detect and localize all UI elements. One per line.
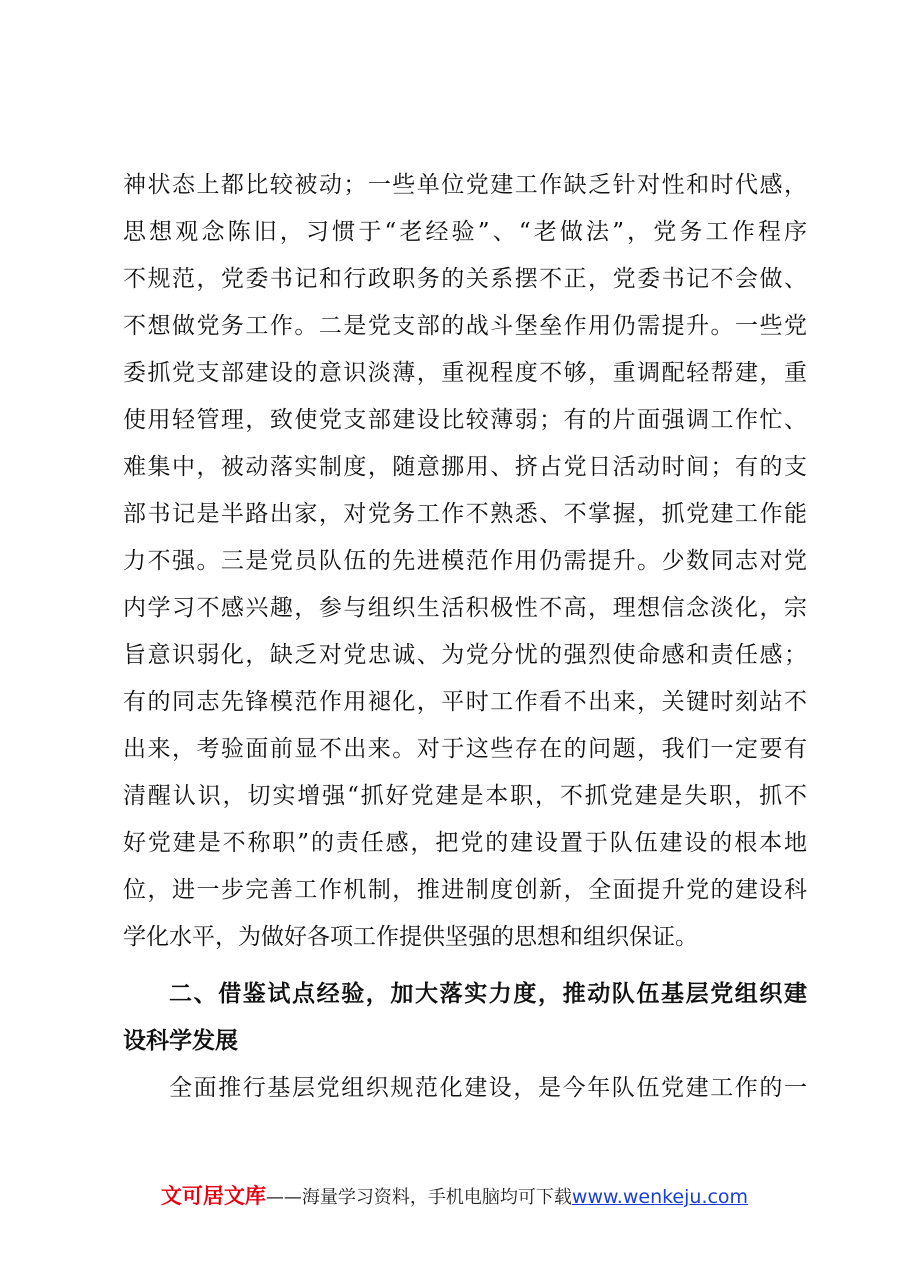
body-paragraph xyxy=(123,162,807,961)
text-line: 难集中，被动落实制度，随意挪用、挤占党日活动时间；有的支 xyxy=(123,454,807,480)
text-line: 思想观念陈旧，习惯于“老经验”、“老做法”，党务工作程序 xyxy=(123,219,807,245)
text-line: 不规范，党委书记和行政职务的关系摆不正，党委书记不会做、 xyxy=(123,266,807,292)
text-line: 委抓党支部建设的意识淡薄，重视程度不够，重调配轻帮建，重 xyxy=(123,360,807,386)
text-line: 学化水平，为做好各项工作提供坚强的思想和组织保证。 xyxy=(123,924,698,950)
text-line: 好党建是不称职”的责任感，把党的建设置于队伍建设的根本地 xyxy=(123,830,807,856)
footer-brand: 文可居文库 xyxy=(160,1184,266,1208)
text-line: 部书记是半路出家，对党务工作不熟悉、不掌握，抓党建工作能 xyxy=(123,501,807,527)
text-line: 位，进一步完善工作机制，推进制度创新，全面提升党的建设科 xyxy=(123,877,807,903)
text-line: 出来，考验面前显不出来。对于这些存在的问题，我们一定要有 xyxy=(123,736,807,762)
text-line: 旨意识弱化，缺乏对党忠诚、为党分忧的强烈使命感和责任感； xyxy=(123,642,807,668)
text-line: 全面推行基层党组织规范化建设，是今年队伍党建工作的一 xyxy=(169,1075,807,1101)
text-line: 使用轻管理，致使党支部建设比较薄弱；有的片面强调工作忙、 xyxy=(123,407,807,433)
text-line: 清醒认识，切实增强“抓好党建是本职，不抓党建是失职，抓不 xyxy=(123,783,807,809)
text-line: 不想做党务工作。二是党支部的战斗堡垒作用仍需提升。一些党 xyxy=(123,313,807,339)
footer-tagline: ——海量学习资料，手机电脑均可下载 xyxy=(265,1187,572,1208)
section-paragraph xyxy=(123,1065,807,1112)
footer-url-link[interactable]: www.wenkeju.com xyxy=(571,1186,749,1208)
text-line: 神状态上都比较被动；一些单位党建工作缺乏针对性和时代感， xyxy=(123,172,807,198)
text-line: 内学习不感兴趣，参与组织生活积极性不高，理想信念淡化，宗 xyxy=(123,595,807,621)
text-line: 有的同志先锋模范作用褪化，平时工作看不出来，关键时刻站不 xyxy=(123,689,807,715)
section-heading xyxy=(123,971,807,1065)
footer-banner xyxy=(0,1180,909,1210)
text-line: 二、借鉴试点经验，加大落实力度，推动队伍基层党组织建 xyxy=(169,981,807,1007)
text-line: 设科学发展 xyxy=(123,1028,238,1054)
text-line: 力不强。三是党员队伍的先进模范作用仍需提升。少数同志对党 xyxy=(123,548,807,574)
